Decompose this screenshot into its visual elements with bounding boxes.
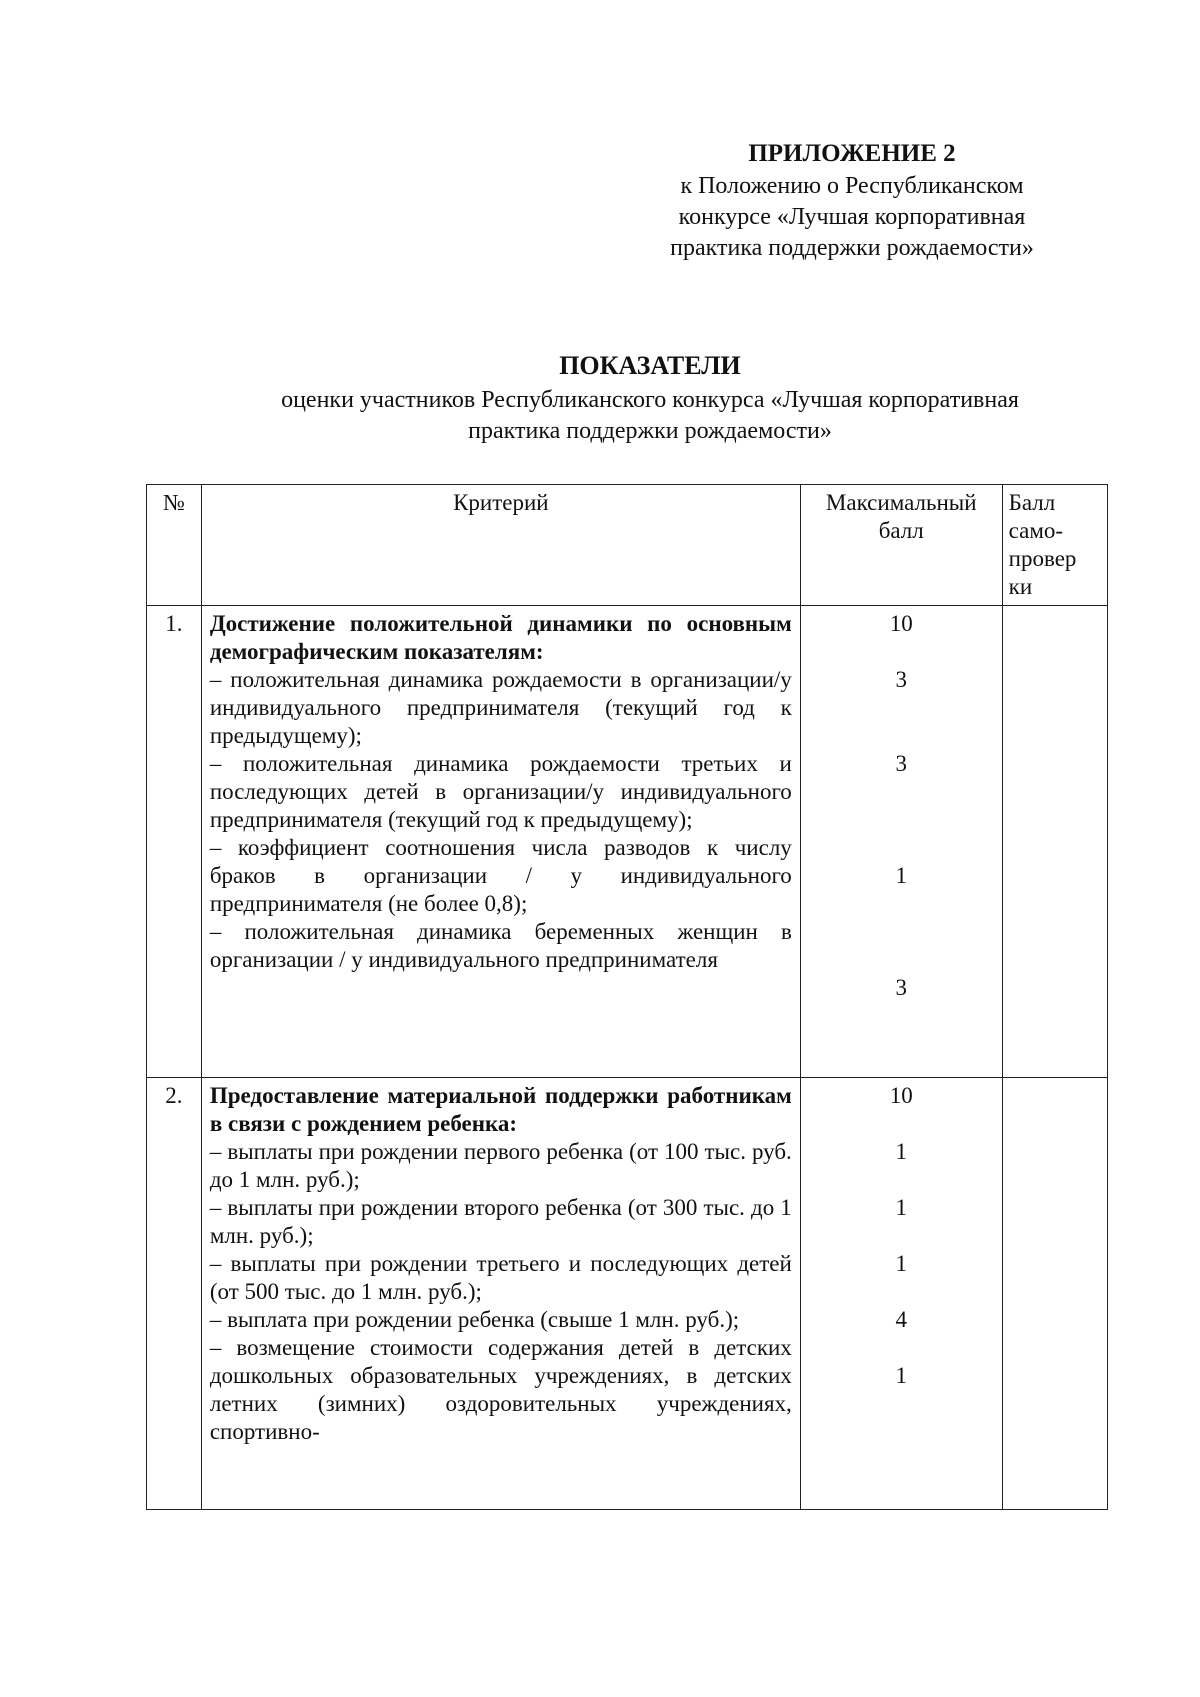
header-max-score: Максимальный балл	[800, 485, 1002, 606]
table-row	[147, 1078, 1108, 1510]
self-check-cell	[1002, 606, 1107, 1078]
criterion-item: – выплаты при рождении первого ребенка (от 100 тыс. руб. до 1 млн. руб.);	[209, 1139, 792, 1192]
criterion-item: – выплаты при рождении третьего и последующих детей (от 500 тыс. до 1 млн. руб.);	[209, 1251, 792, 1304]
document-title: ПОКАЗАТЕЛИ	[559, 351, 741, 380]
header-num: №	[147, 485, 202, 606]
item-score: 1	[895, 863, 907, 888]
criterion-item: – выплата при рождении ребенка (свыше 1 млн. руб.);	[209, 1307, 740, 1332]
document-title-block	[130, 350, 1170, 447]
self-check-cell	[1002, 1078, 1107, 1510]
max-score-cell	[800, 606, 1002, 1078]
appendix-line: к Положению о Республиканском	[680, 173, 1024, 199]
item-score: 1	[895, 1195, 907, 1220]
heading-score: 10	[889, 1083, 913, 1108]
table-header-row	[147, 485, 1108, 606]
item-score: 3	[895, 975, 907, 1000]
criteria-table-wrapper	[146, 484, 1108, 1510]
header-self-check: Балл само-провер ки	[1002, 485, 1107, 606]
appendix-heading: ПРИЛОЖЕНИЕ 2	[748, 140, 956, 167]
criterion-heading: Предоставление материальной поддержки работникам в связи с рождением ребенка:	[209, 1083, 792, 1136]
criterion-item: – положительная динамика рождаемости третьих и последующих детей в организации/у индивидуального предпринимателя (текущий год к предыдущему);	[209, 751, 792, 832]
appendix-header	[612, 138, 1092, 264]
heading-score: 10	[889, 611, 913, 636]
item-score: 3	[895, 751, 907, 776]
table-row	[147, 606, 1108, 1078]
criterion-item: – возмещение стоимости содержания детей в детских дошкольных образовательных учреждениях, в детских летних (зимних) оздоровительных учреждениях, спортивно-	[209, 1335, 792, 1444]
item-score: 1	[895, 1363, 907, 1388]
item-score: 3	[895, 667, 907, 692]
max-score-cell	[800, 1078, 1002, 1510]
appendix-line: практика поддержки рождаемости»	[670, 235, 1034, 261]
criterion-cell	[201, 606, 800, 1078]
header-criterion: Критерий	[201, 485, 800, 606]
criterion-item: – положительная динамика рождаемости в организации/у индивидуального предпринимателя (текущий год к предыдущему);	[209, 667, 792, 748]
appendix-line: конкурсе «Лучшая корпоративная	[678, 204, 1026, 230]
criterion-item: – коэффициент соотношения числа разводов к числу браков в организации / у индивидуального предпринимателя (не более 0,8);	[209, 835, 792, 916]
row-number: 2.	[147, 1078, 202, 1510]
criteria-table	[146, 484, 1108, 1510]
criterion-heading: Достижение положительной динамики по основным демографическим показателям:	[209, 611, 792, 664]
row-number: 1.	[147, 606, 202, 1078]
item-score: 4	[895, 1307, 907, 1332]
item-score: 1	[895, 1139, 907, 1164]
document-subtitle-line: оценки участников Республиканского конкурса «Лучшая корпоративная	[281, 387, 1019, 413]
criterion-cell	[201, 1078, 800, 1510]
criterion-item: – выплаты при рождении второго ребенка (от 300 тыс. до 1 млн. руб.);	[209, 1195, 792, 1248]
criterion-item: – положительная динамика беременных женщин в организации / у индивидуального предпринимателя	[209, 919, 792, 972]
item-score: 1	[895, 1251, 907, 1276]
document-subtitle-line: практика поддержки рождаемости»	[468, 418, 832, 444]
